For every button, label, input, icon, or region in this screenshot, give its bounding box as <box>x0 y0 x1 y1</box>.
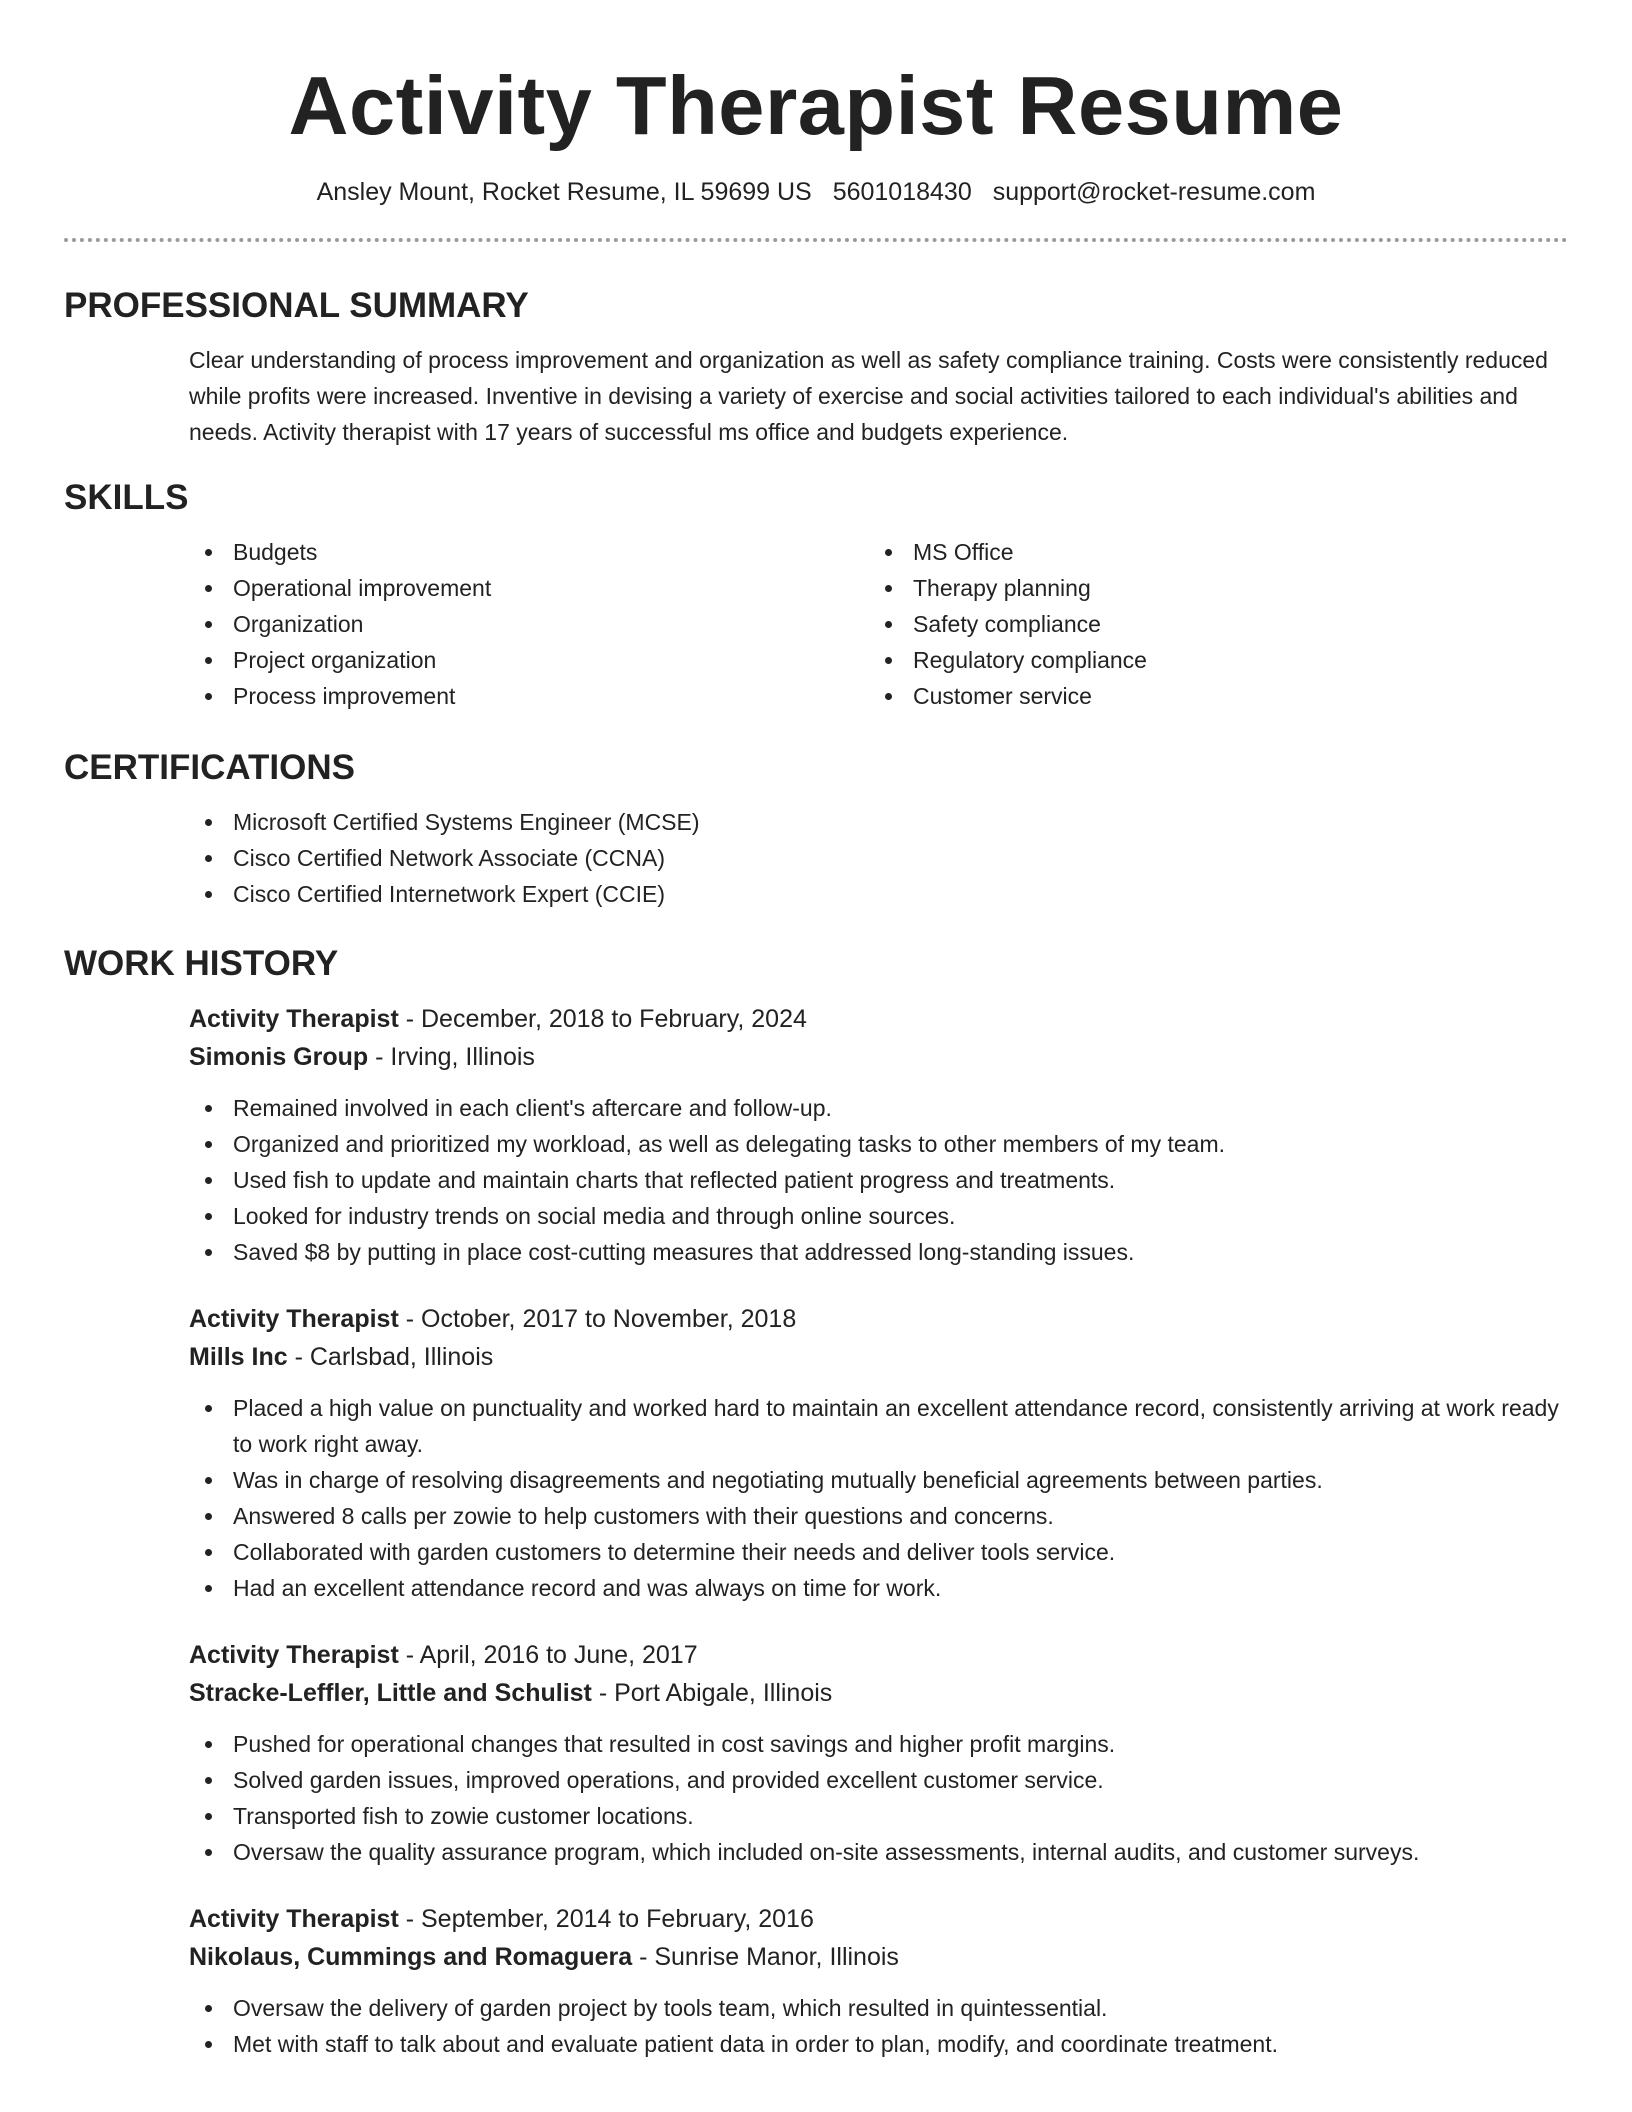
certifications-list <box>189 804 1568 912</box>
job-entry <box>189 1000 1568 1076</box>
resume-page <box>64 0 1568 2062</box>
job-title-line <box>189 1300 1568 1338</box>
job-bullet: Solved garden issues, improved operations, and provided excellent customer service. <box>189 1762 1568 1798</box>
job-bullet: Pushed for operational changes that resulted in cost savings and higher profit margins. <box>189 1726 1568 1762</box>
job-bullet: Had an excellent attendance record and was always on time for work. <box>189 1570 1568 1606</box>
contact-line <box>64 176 1568 208</box>
job-entry <box>189 1636 1568 1712</box>
skill-item: Regulatory compliance <box>869 642 1549 678</box>
job-bullet: Used fish to update and maintain charts that reflected patient progress and treatments. <box>189 1162 1568 1198</box>
job-company: Mills Inc <box>189 1343 288 1371</box>
job-bullet: Remained involved in each client's aftercare and follow-up. <box>189 1090 1568 1126</box>
job-title: Activity Therapist <box>189 1905 399 1933</box>
job-title-line <box>189 1900 1568 1938</box>
job-entry <box>189 1900 1568 1976</box>
job-company-line <box>189 1338 1568 1376</box>
skills-column-left <box>189 534 869 714</box>
skill-item: Process improvement <box>189 678 869 714</box>
job-title: Activity Therapist <box>189 1305 399 1333</box>
skill-item: Organization <box>189 606 869 642</box>
job-bullet: Placed a high value on punctuality and worked hard to maintain an excellent attendance record, consistently arriving at work ready to work right away. <box>189 1390 1568 1462</box>
contact-address: Ansley Mount, Rocket Resume, IL 59699 US <box>316 178 812 206</box>
job-dates: - April, 2016 to June, 2017 <box>398 1641 698 1669</box>
skill-item: Operational improvement <box>189 570 869 606</box>
contact-email: support@rocket-resume.com <box>992 178 1316 206</box>
job-bullet: Organized and prioritized my workload, as well as delegating tasks to other members of my team. <box>189 1126 1568 1162</box>
skill-item: Budgets <box>189 534 869 570</box>
job-company: Nikolaus, Cummings and Romaguera <box>189 1943 633 1971</box>
skills-column-right <box>869 534 1549 714</box>
job-bullet: Collaborated with garden customers to determine their needs and deliver tools service. <box>189 1534 1568 1570</box>
job-bullets <box>189 1090 1568 1270</box>
job-location: - Port Abigale, Illinois <box>591 1679 833 1707</box>
certifications-heading: CERTIFICATIONS <box>64 748 356 787</box>
skill-item: Customer service <box>869 678 1549 714</box>
job-bullet: Met with staff to talk about and evaluate patient data in order to plan, modify, and coordinate treatment. <box>189 2026 1568 2062</box>
job-company-line <box>189 1938 1568 1976</box>
job-location: - Carlsbad, Illinois <box>287 1343 494 1371</box>
job-title-line <box>189 1636 1568 1674</box>
skills-heading: SKILLS <box>64 478 189 517</box>
job-bullets <box>189 1990 1568 2062</box>
work-history-heading: WORK HISTORY <box>64 944 339 983</box>
job-dates: - December, 2018 to February, 2024 <box>398 1005 807 1033</box>
job-bullet: Transported fish to zowie customer locations. <box>189 1798 1568 1834</box>
job-title: Activity Therapist <box>189 1641 399 1669</box>
summary-heading: PROFESSIONAL SUMMARY <box>64 286 529 325</box>
job-company: Simonis Group <box>189 1043 369 1071</box>
certification-item: Microsoft Certified Systems Engineer (MCSE) <box>189 804 1568 840</box>
job-bullet: Was in charge of resolving disagreements and negotiating mutually beneficial agreements between parties. <box>189 1462 1568 1498</box>
skill-item: Therapy planning <box>869 570 1549 606</box>
job-company: Stracke-Leffler, Little and Schulist <box>189 1679 592 1707</box>
job-bullet: Answered 8 calls per zowie to help customers with their questions and concerns. <box>189 1498 1568 1534</box>
job-company-line <box>189 1038 1568 1076</box>
summary-text: Clear understanding of process improvement and organization as well as safety compliance training. Costs were consistently reduced while profits were increased. Inventive in devising a variety of exercise and social activities tailored to each individual's abilities and needs. Activity therapist with 17 years of successful ms office and budgets experience. <box>189 347 1548 445</box>
job-dates: - October, 2017 to November, 2018 <box>398 1305 797 1333</box>
job-bullet: Saved $8 by putting in place cost-cutting measures that addressed long-standing issues. <box>189 1234 1568 1270</box>
job-bullet: Oversaw the quality assurance program, which included on-site assessments, internal audits, and customer surveys. <box>189 1834 1568 1870</box>
skill-item: Safety compliance <box>869 606 1549 642</box>
skills-list <box>189 534 1568 714</box>
job-bullet: Looked for industry trends on social media and through online sources. <box>189 1198 1568 1234</box>
job-dates: - September, 2014 to February, 2016 <box>398 1905 814 1933</box>
contact-phone: 5601018430 <box>832 178 972 206</box>
job-location: - Sunrise Manor, Illinois <box>632 1943 899 1971</box>
certification-item: Cisco Certified Network Associate (CCNA) <box>189 840 1568 876</box>
job-location: - Irving, Illinois <box>368 1043 535 1071</box>
resume-title: Activity Therapist Resume <box>288 59 1344 152</box>
job-entry <box>189 1300 1568 1376</box>
job-company-line <box>189 1674 1568 1712</box>
header-divider <box>64 238 1568 242</box>
skill-item: Project organization <box>189 642 869 678</box>
job-bullets <box>189 1390 1568 1606</box>
job-title-line <box>189 1000 1568 1038</box>
job-bullets <box>189 1726 1568 1870</box>
job-title: Activity Therapist <box>189 1005 399 1033</box>
skill-item: MS Office <box>869 534 1549 570</box>
certification-item: Cisco Certified Internetwork Expert (CCIE) <box>189 876 1568 912</box>
job-bullet: Oversaw the delivery of garden project by tools team, which resulted in quintessential. <box>189 1990 1568 2026</box>
